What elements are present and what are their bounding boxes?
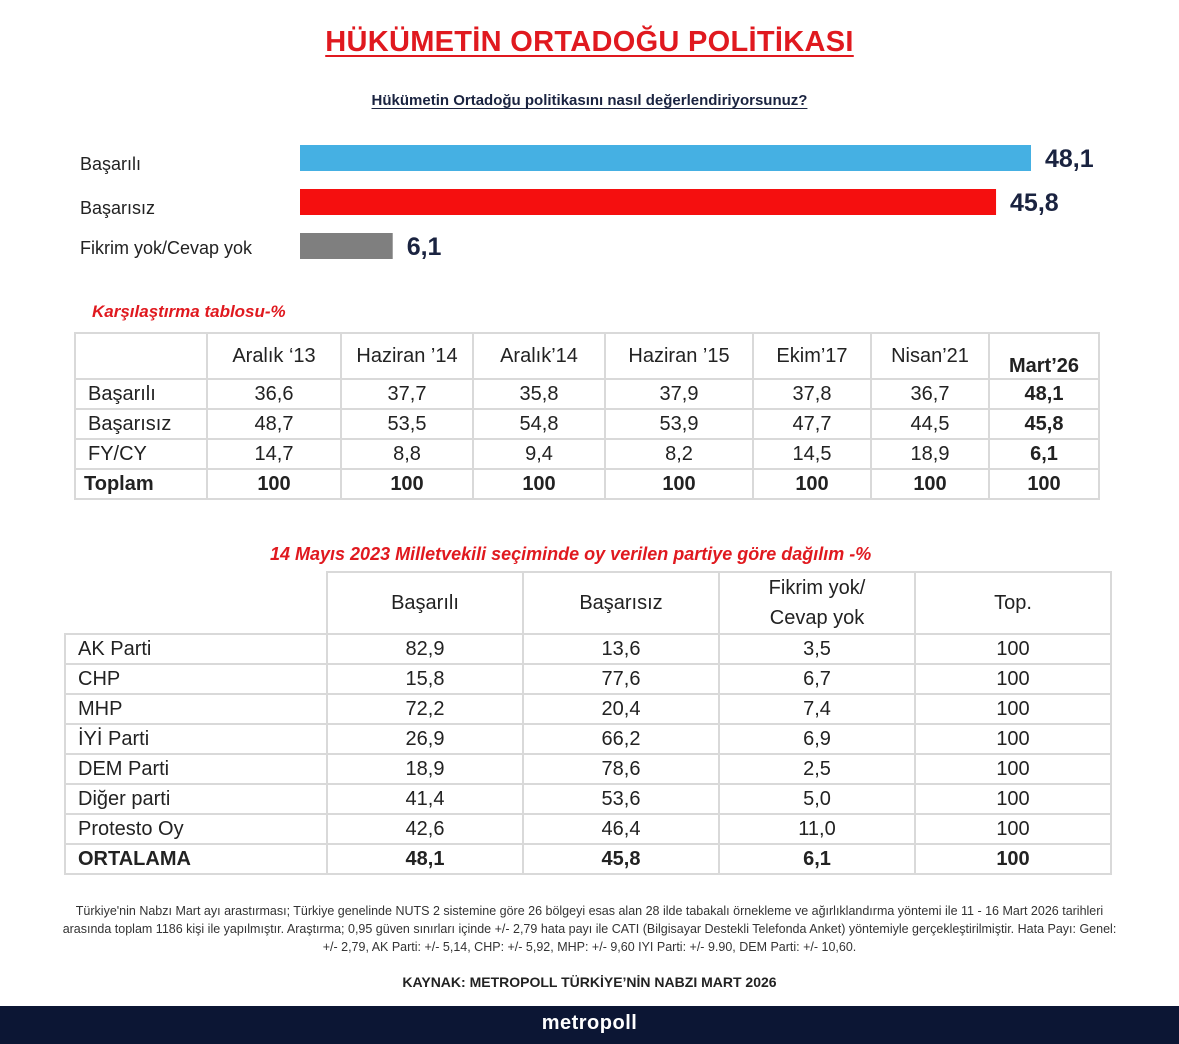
table-cell: 37,7 [341,379,473,409]
comparison-col-header-current: Mart’26 [989,333,1099,379]
row-label: DEM Parti [65,754,327,784]
table-cell: 53,5 [341,409,473,439]
table-cell: 72,2 [327,694,523,724]
table-row-total [65,844,1111,874]
table-row [65,784,1111,814]
table-row [65,724,1111,754]
bar-value-label: 48,1 [1045,145,1094,173]
table-cell: 36,7 [871,379,989,409]
table-row [75,379,1099,409]
table-cell: 100 [915,814,1111,844]
table-cell: 45,8 [523,844,719,874]
row-label: CHP [65,664,327,694]
table-cell: 48,7 [207,409,341,439]
table-cell: 3,5 [719,634,915,664]
table-cell: 46,4 [523,814,719,844]
comparison-col-header: Nisan’21 [871,333,989,379]
table-cell: 37,9 [605,379,753,409]
table-row [75,439,1099,469]
table-cell: 18,9 [871,439,989,469]
comparison-col-header: Aralık ‘13 [207,333,341,379]
table-cell: 100 [915,784,1111,814]
table-cell: 100 [915,724,1111,754]
table-cell: 41,4 [327,784,523,814]
comparison-col-header: Aralık’14 [473,333,605,379]
bar-value-label: 45,8 [1010,189,1059,217]
table-cell: 54,8 [473,409,605,439]
table-cell: 45,8 [989,409,1099,439]
table-cell: 37,8 [753,379,871,409]
table-cell: 100 [207,469,341,499]
table-cell: 8,2 [605,439,753,469]
methodology-note: Türkiye'nin Nabzı Mart ayı arastırması; Türkiye genelinde NUTS 2 sistemine göre 26 bölgeyi esas alan 28 ilde tabakalı örnekleme ve ağırlıklandırma yöntemi ile 11 - 16 Mart 2026 tarihleri arasında toplam 1186 kişi ile yapılmıştır. Araştırma; 0,95 güven sınırları içinde +/- 2,79 hata payı ile CATI (Bilgisayar Destekli Telefonda Anket) yöntemiyle gerçekleştirilmiştir. Hata Payı: Genel: +/- 2,79, AK Parti: +/- 5,14, CHP: +/- 5,92, MHP: +/- 9,60 IYI Parti: +/- 9.90, DEM Parti: +/- 10,60. [62,904,1117,954]
table-cell: 8,8 [341,439,473,469]
table-cell: 100 [753,469,871,499]
table-cell: 100 [989,469,1099,499]
table-cell: 20,4 [523,694,719,724]
table-cell: 15,8 [327,664,523,694]
table-cell: 100 [915,634,1111,664]
table-cell: 6,9 [719,724,915,754]
party-table [64,571,1112,875]
row-label: Diğer parti [65,784,327,814]
table-cell: 26,9 [327,724,523,754]
comparison-col-header: Ekim’17 [753,333,871,379]
brand-logo-text: metropoll [541,1012,638,1034]
table-row [65,814,1111,844]
table-cell: 53,9 [605,409,753,439]
party-header-row [65,572,1111,634]
comparison-col-header: Haziran ’15 [605,333,753,379]
table-row [65,664,1111,694]
bar [300,189,996,215]
table-cell: 14,7 [207,439,341,469]
source-line: KAYNAK: METROPOLL TÜRKİYE’NİN NABZI MART 2026 [402,974,777,990]
bar [300,233,393,259]
comparison-table [74,332,1100,500]
bar-chart [0,135,1179,265]
table-row [65,694,1111,724]
table-cell: 48,1 [989,379,1099,409]
table-cell: 35,8 [473,379,605,409]
table-cell: 6,1 [719,844,915,874]
table-cell: 78,6 [523,754,719,784]
table-row-total [75,469,1099,499]
party-col-header: Top. [915,572,1111,634]
table-cell: 6,1 [989,439,1099,469]
party-col-header: Başarısız [523,572,719,634]
row-label: Protesto Oy [65,814,327,844]
table-cell: 47,7 [753,409,871,439]
table-cell: 36,6 [207,379,341,409]
party-col-header [719,572,915,634]
table-cell: 14,5 [753,439,871,469]
row-label: ORTALAMA [65,844,327,874]
table-cell: 77,6 [523,664,719,694]
comparison-label: Karşılaştırma tablosu-% [92,302,286,321]
row-label: Toplam [75,469,207,499]
table-cell: 100 [605,469,753,499]
table-cell: 2,5 [719,754,915,784]
table-cell: 100 [915,844,1111,874]
party-col-header: Başarılı [327,572,523,634]
table-row [75,409,1099,439]
table-cell: 9,4 [473,439,605,469]
table-cell: 100 [915,694,1111,724]
table-cell: 7,4 [719,694,915,724]
table-cell: 48,1 [327,844,523,874]
footer-brand-bar [0,1006,1179,1044]
row-label: İYİ Parti [65,724,327,754]
party-corner-cell [65,572,327,634]
comparison-header-row [75,333,1099,379]
table-row [65,634,1111,664]
table-cell: 82,9 [327,634,523,664]
table-cell: 100 [473,469,605,499]
table-cell: 44,5 [871,409,989,439]
table-cell: 100 [915,664,1111,694]
table-cell: 18,9 [327,754,523,784]
comparison-col-header: Haziran ’14 [341,333,473,379]
chart-subtitle: Hükümetin Ortadoğu politikasını nasıl değerlendiriyorsunuz? [371,92,808,109]
bar-value-label: 6,1 [406,233,442,261]
table-cell: 66,2 [523,724,719,754]
table-cell: 5,0 [719,784,915,814]
row-label: Başarılı [75,379,207,409]
table-cell: 53,6 [523,784,719,814]
table-cell: 42,6 [327,814,523,844]
bar [300,145,1031,171]
bar-category-label: Fikrim yok/Cevap yok [80,238,253,258]
party-col-header-line: Cevap yok [769,607,865,629]
table-row [65,754,1111,784]
party-col-header-line: Fikrim yok/ [768,577,866,599]
table-cell: 11,0 [719,814,915,844]
table-cell: 100 [915,754,1111,784]
row-label: Başarısız [75,409,207,439]
bar-category-label: Başarılı [80,154,142,174]
row-label: FY/CY [75,439,207,469]
table-cell: 100 [871,469,989,499]
table-cell: 13,6 [523,634,719,664]
table-cell: 6,7 [719,664,915,694]
comparison-corner-cell [75,333,207,379]
row-label: MHP [65,694,327,724]
bar-category-label: Başarısız [80,198,156,218]
page-title: HÜKÜMETİN ORTADOĞU POLİTİKASI [325,26,854,58]
row-label: AK Parti [65,634,327,664]
party-table-label: 14 Mayıs 2023 Milletvekili seçiminde oy verilen partiye göre dağılım -% [270,544,872,564]
table-cell: 100 [341,469,473,499]
